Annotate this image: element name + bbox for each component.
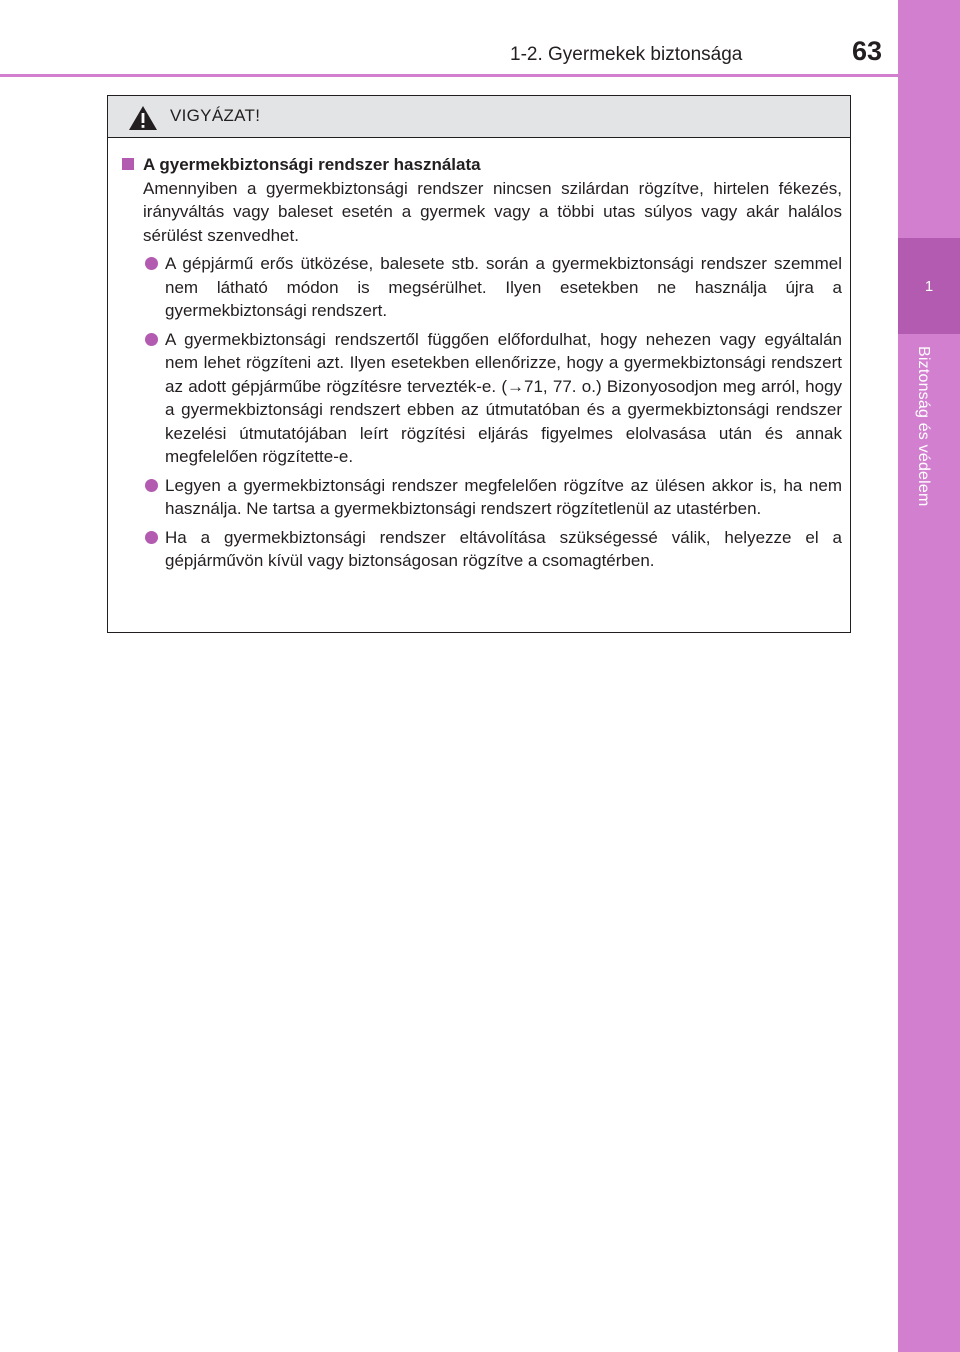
bullet-text: A gyermekbiztonsági rendszertől függően előfordulhat, hogy nehezen vagy egyáltalán nem lehet rögzíteni azt. Ilyen esetekben ellenőrizze, hogy a gyermekbiztonsági rendszert az adott gépjárműbe rögzítésre tervezték-e. (→71, 77. o.) Bizonyosodjon meg arról, hogy a gyermekbiztonsági rendszert ebben az útmutatóban és a gyermekbiztonsági rendszer kezelési útmutatójában leírt rögzítési eljárás figyelmes elolvasása után és annak megfelelően rögzítette-e. xyxy=(165,329,842,466)
bullet-item xyxy=(120,526,842,573)
warning-header xyxy=(108,96,850,138)
round-bullet-icon xyxy=(145,531,158,544)
side-tab xyxy=(898,0,960,1352)
bullet-item xyxy=(120,252,842,323)
round-bullet-icon xyxy=(145,333,158,346)
round-bullet-icon xyxy=(145,479,158,492)
intro-paragraph: Amennyiben a gyermekbiztonsági rendszer nincsen szilárdan rögzítve, hirtelen fékezés, irányváltás vagy baleset esetén a gyermek vagy a többi utas súlyos vagy akár halálos sérülést szenvedhet. xyxy=(143,178,842,245)
bullet-item xyxy=(120,474,842,521)
round-bullet-icon xyxy=(145,257,158,270)
warning-title: VIGYÁZAT! xyxy=(170,106,261,125)
bullet-text: A gépjármű erős ütközése, balesete stb. során a gyermekbiztonsági rendszer szemmel nem látható módon is megsérülhet. Ilyen esetekben ne használja újra a gyermekbiztonsági rendszert. xyxy=(165,254,842,320)
header-rule xyxy=(0,74,898,77)
chapter-number: 1 xyxy=(924,278,934,295)
warning-body xyxy=(108,138,850,573)
bullet-item xyxy=(120,328,842,469)
item-heading xyxy=(120,153,842,177)
chapter-box xyxy=(898,238,960,334)
bullet-text: Legyen a gyermekbiztonsági rendszer megfelelően rögzítve az ülésen akkor is, ha nem használja. Ne tartsa a gyermekbiztonsági rendszert rögzítetlenül az utastérben. xyxy=(165,475,842,518)
square-bullet-icon xyxy=(122,158,134,170)
page-number: 63 xyxy=(852,36,883,66)
chapter-title: Biztonság és védelem xyxy=(915,346,932,507)
bullet-text: Ha a gyermekbiztonsági rendszer eltávolítása szükségessé válik, helyezze el a gépjárművön kívül vagy biztonságosan rögzítve a csomagtérben. xyxy=(165,527,842,570)
warning-box xyxy=(107,95,851,633)
warning-triangle-icon xyxy=(128,105,158,131)
item-heading-text: A gyermekbiztonsági rendszer használata xyxy=(143,155,481,174)
section-title: 1-2. Gyermekek biztonsága xyxy=(510,44,743,65)
